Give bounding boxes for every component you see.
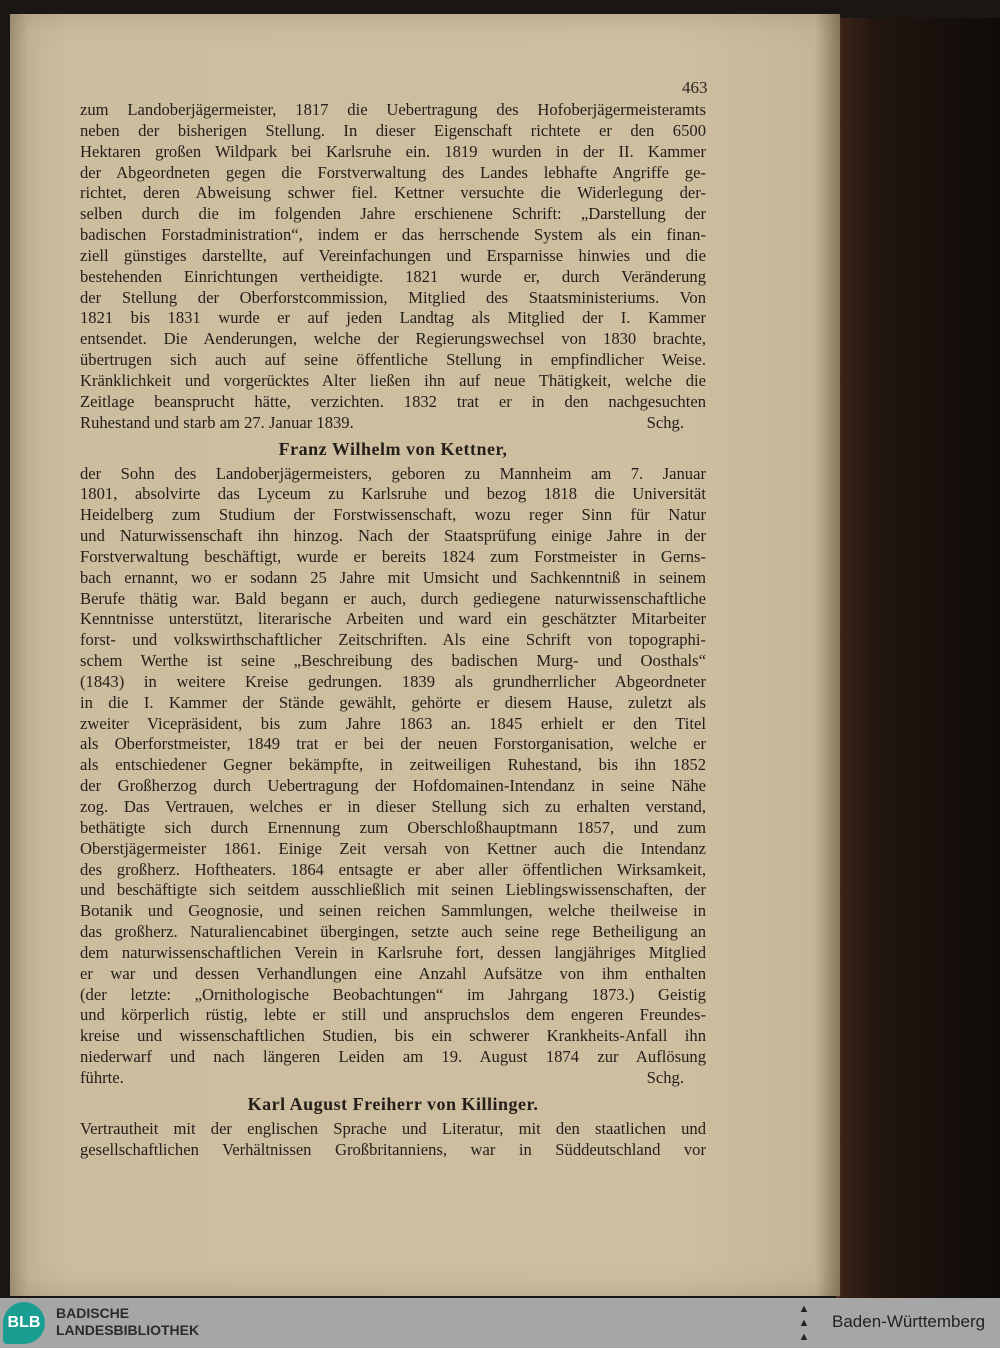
text-line: das großherz. Naturaliencabinet übergingen, setzte auch seine rege Betheiligung an xyxy=(80,922,706,942)
text-line: und Naturwissenschaft ihn hinzog. Nach der Staatsprüfung einige Jahre in der xyxy=(80,526,706,546)
section-heading: Karl August Freiherr von Killinger. xyxy=(247,1093,539,1114)
text-line: gesellschaftlichen Verhältnissen Großbritanniens, war in Süddeutschland vor xyxy=(80,1139,706,1159)
text-line: er war und dessen Verhandlungen eine Anzahl Aufsätze von ihm enthalten xyxy=(80,963,706,983)
footer-bar xyxy=(0,1298,1000,1348)
text-line: der Sohn des Landoberjägermeisters, geboren zu Mannheim am 7. Januar xyxy=(80,463,706,483)
text-line: Heidelberg zum Studium der Forstwissenschaft, wozu reger Sinn für Natur xyxy=(80,505,706,525)
text-line: der Stellung der Oberforstcommission, Mitglied des Staatsministeriums. Von xyxy=(80,287,706,307)
text-line: entsendet. Die Aenderungen, welche der Regierungswechsel von 1830 brachte, xyxy=(80,329,706,349)
text-line: in die I. Kammer der Stände gewählt, gehörte er diesem Hause, zuletzt als xyxy=(80,692,706,712)
text-line: und körperlich rüstig, lebte er still und anspruchslos dem engeren Freundes- xyxy=(80,1005,706,1025)
library-name-line2: LANDESBIBLIOTHEK xyxy=(56,1322,200,1338)
text-line: neben der bisherigen Stellung. In dieser Eigenschaft richtete er den 6500 xyxy=(80,120,706,140)
blb-logo[interactable]: BLB xyxy=(3,1302,45,1344)
text-line: 1821 bis 1831 wurde er auf jeden Landtag als Mitglied der I. Kammer xyxy=(80,308,706,328)
text-column xyxy=(80,100,706,1161)
text-line: badischen Forstadministration“, indem er das herrschende System als ein finan- xyxy=(80,225,706,245)
text-line: richtet, deren Abweisung schwer fiel. Kettner versuchte die Widerlegung der- xyxy=(80,183,706,203)
text-line: (1843) in weitere Kreise gedrungen. 1839 als grundherrlicher Abgeordneter xyxy=(80,671,706,691)
text-line: bach ernannt, wo er sodann 25 Jahre mit Umsicht und Sachkenntniß in seinem xyxy=(80,567,706,587)
paragraph-last-line xyxy=(80,413,706,434)
text-line: als Oberforstmeister, 1849 trat er bei der neuen Forstorganisation, welche er xyxy=(80,734,706,754)
text-line: Vertrautheit mit der englischen Sprache und Literatur, mit den staatlichen und xyxy=(80,1118,706,1138)
paragraph-last-line xyxy=(80,1068,706,1089)
text-line: Forstverwaltung beschäftigt, wurde er bereits 1824 zum Forstmeister in Gerns- xyxy=(80,546,706,566)
book-cover-edge xyxy=(836,18,1000,1298)
section-heading: Franz Wilhelm von Kettner, xyxy=(278,438,508,459)
lions-coat-of-arms-icon: ▲ ▲ ▲ xyxy=(798,1303,810,1343)
author-signature: Schg. xyxy=(646,1067,684,1087)
text-line: Botanik und Geognosie, und seinen reichen Sammlungen, welche theilweise in xyxy=(80,901,706,921)
author-signature: Schg. xyxy=(646,412,684,432)
text-line: Oberstjägermeister 1861. Einige Zeit versah von Kettner auch die Intendanz xyxy=(80,838,706,858)
text-line: führte. xyxy=(80,1067,124,1087)
text-line: ziell günstiges darstellte, auf Vereinfachungen und Ersparnisse hinwies und die xyxy=(80,245,706,265)
text-line: dem naturwissenschaftlichen Verein in Karlsruhe fort, dessen langjähriges Mitglied xyxy=(80,942,706,962)
text-line: des großherz. Hoftheaters. 1864 entsagte er aber aller öffentlichen Wirksamkeit, xyxy=(80,859,706,879)
text-line: niederwarf und nach längeren Leiden am 19. August 1874 zur Auflösung xyxy=(80,1047,706,1067)
baden-wuerttemberg-logo-text[interactable]: Baden-Württemberg xyxy=(832,1312,986,1331)
text-line: Ruhestand und starb am 27. Januar 1839. xyxy=(80,412,354,432)
text-line: kreise und wissenschaftlichen Studien, bis ein schwerer Krankheits-Anfall ihn xyxy=(80,1026,706,1046)
text-line: zum Landoberjägermeister, 1817 die Uebertragung des Hofoberjägermeisteramts xyxy=(80,100,706,119)
text-line: Kränklichkeit und vorgerücktes Alter ließen ihn auf neue Thätigkeit, welche die xyxy=(80,370,706,390)
text-line: bestehenden Einrichtungen vertheidigte. 1821 wurde er, durch Veränderung xyxy=(80,266,706,286)
text-line: selben durch die im folgenden Jahre erschienene Schrift: „Darstellung der xyxy=(80,204,706,224)
text-line: zweiter Vicepräsident, bis zum Jahre 1863 an. 1845 erhielt er den Titel xyxy=(80,713,706,733)
library-name[interactable] xyxy=(56,1305,199,1339)
text-line: schem Werthe ist seine „Beschreibung des badischen Murg- und Oosthals“ xyxy=(80,651,706,671)
text-line: zog. Das Vertrauen, welches er in dieser Stellung sich zu erhalten verstand, xyxy=(80,797,706,816)
text-line: der Abgeordneten gegen die Forstverwaltung des Landes lebhafte Angriffe ge- xyxy=(80,162,706,182)
text-line: und beschäftigte sich seitdem ausschließlich mit seinen Lieblingswissenschaften, der xyxy=(80,880,706,900)
text-line: forst- und volkswirthschaftlicher Zeitschriften. Als eine Schrift von topographi- xyxy=(80,630,706,650)
text-line: Kenntnisse unterstützt, literarische Arbeiten und ward ein geschätzter Mitarbeiter xyxy=(80,609,706,629)
text-line: als entschiedener Gegner bekämpfte, in zeitweiligen Ruhestand, bis ihn 1852 xyxy=(80,755,706,775)
text-line: (der letzte: „Ornithologische Beobachtungen“ im Jahrgang 1873.) Geistig xyxy=(80,984,706,1004)
page-number: 463 xyxy=(682,78,708,97)
text-line: der Großherzog durch Uebertragung der Hofdomainen-Intendanz in seine Nähe xyxy=(80,776,706,796)
library-name-line1: BADISCHE xyxy=(56,1305,130,1321)
text-line: bethätigte sich durch Ernennung zum Oberschloßhauptmann 1857, und zum xyxy=(80,817,706,837)
text-line: 1801, absolvirte das Lyceum zu Karlsruhe und bezog 1818 die Universität xyxy=(80,484,706,504)
text-line: übertrugen sich auch auf seine öffentliche Stellung in empfindlicher Weise. xyxy=(80,350,706,370)
text-line: Berufe thätig war. Bald begann er auch, durch gediegene naturwissenschaftliche xyxy=(80,588,706,608)
text-line: Zeitlage beansprucht hätte, verzichten. 1832 trat er in den nachgesuchten xyxy=(80,391,706,411)
text-line: Hektaren großen Wildpark bei Karlsruhe ein. 1819 wurden in der II. Kammer xyxy=(80,141,706,161)
